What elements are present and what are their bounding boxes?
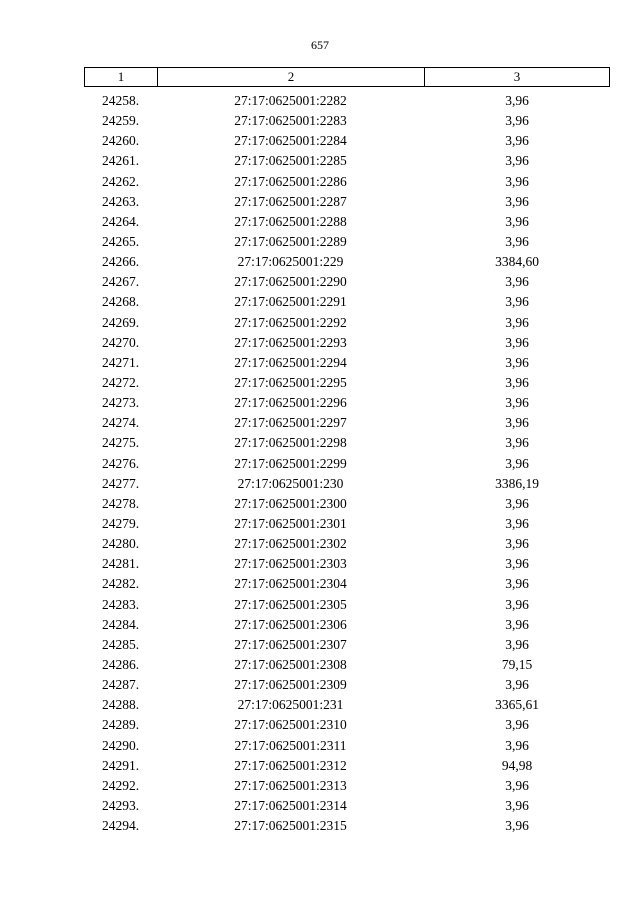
row-number: 24278. xyxy=(101,495,140,511)
table-row xyxy=(84,91,610,111)
row-number: 24284. xyxy=(101,616,140,632)
table-row xyxy=(84,151,610,171)
cadastral-number: 27:17:0625001:2309 xyxy=(234,677,347,693)
table-row xyxy=(84,131,610,151)
table-row xyxy=(84,695,610,715)
row-value: 3,96 xyxy=(505,113,529,129)
row-value: 3,96 xyxy=(505,374,529,390)
cadastral-number: 27:17:0625001:2287 xyxy=(234,193,347,209)
row-value: 3,96 xyxy=(505,556,529,572)
cadastral-number: 27:17:0625001:2293 xyxy=(234,334,347,350)
cadastral-number: 27:17:0625001:2296 xyxy=(234,395,347,411)
cadastral-number: 27:17:0625001:2283 xyxy=(234,113,347,129)
row-number: 24267. xyxy=(101,274,140,290)
cadastral-number: 27:17:0625001:2308 xyxy=(234,656,347,672)
cadastral-number: 27:17:0625001:2312 xyxy=(234,757,347,773)
row-value: 3,96 xyxy=(505,133,529,149)
cadastral-number: 27:17:0625001:2300 xyxy=(234,495,347,511)
row-value: 3,96 xyxy=(505,294,529,310)
row-number: 24291. xyxy=(101,757,140,773)
row-value: 3386,19 xyxy=(495,475,539,491)
row-number: 24294. xyxy=(101,818,140,834)
table-row xyxy=(84,615,610,635)
row-value: 3,96 xyxy=(505,93,529,108)
row-value: 3,96 xyxy=(505,233,529,249)
table-row xyxy=(84,494,610,514)
row-value: 79,15 xyxy=(501,656,533,672)
row-value: 3,96 xyxy=(505,153,529,169)
row-value: 3,96 xyxy=(505,536,529,552)
row-value: 3,96 xyxy=(505,314,529,330)
row-number: 24265. xyxy=(101,233,140,249)
cadastral-number: 27:17:0625001:2302 xyxy=(234,536,347,552)
row-number: 24281. xyxy=(101,556,140,572)
row-value: 3,96 xyxy=(505,616,529,632)
column-header-1: 1 xyxy=(85,68,158,86)
table-row xyxy=(84,595,610,615)
row-number: 24275. xyxy=(101,435,140,451)
cadastral-number: 27:17:0625001:2307 xyxy=(234,636,347,652)
table-row xyxy=(84,313,610,333)
cadastral-number: 27:17:0625001:2290 xyxy=(234,274,347,290)
table-row xyxy=(84,192,610,212)
row-value: 3,96 xyxy=(505,415,529,431)
table-body xyxy=(84,91,610,836)
cadastral-number: 27:17:0625001:2310 xyxy=(234,717,347,733)
row-value: 3,96 xyxy=(505,576,529,592)
row-number: 24285. xyxy=(101,636,140,652)
cadastral-number: 27:17:0625001:2314 xyxy=(234,797,347,813)
cadastral-number: 27:17:0625001:2297 xyxy=(234,415,347,431)
column-header-2: 2 xyxy=(158,68,425,86)
row-number: 24288. xyxy=(101,697,140,713)
row-value: 3,96 xyxy=(505,818,529,834)
row-value: 3,96 xyxy=(505,717,529,733)
row-value: 3,96 xyxy=(505,737,529,753)
cadastral-number: 27:17:0625001:2288 xyxy=(234,213,347,229)
table-row xyxy=(84,111,610,131)
cadastral-number: 27:17:0625001:231 xyxy=(237,697,344,713)
row-number: 24276. xyxy=(101,455,140,471)
cadastral-number: 27:17:0625001:2303 xyxy=(234,556,347,572)
table-row xyxy=(84,272,610,292)
cadastral-number: 27:17:0625001:2289 xyxy=(234,233,347,249)
table-row xyxy=(84,574,610,594)
cadastral-number: 27:17:0625001:2299 xyxy=(234,455,347,471)
row-value: 94,98 xyxy=(501,757,533,773)
cadastral-number: 27:17:0625001:2292 xyxy=(234,314,347,330)
row-number: 24261. xyxy=(101,153,140,169)
row-number: 24290. xyxy=(101,737,140,753)
row-value: 3,96 xyxy=(505,515,529,531)
cadastral-number: 27:17:0625001:230 xyxy=(237,475,344,491)
cadastral-number: 27:17:0625001:2284 xyxy=(234,133,347,149)
column-header-3: 3 xyxy=(513,69,521,84)
row-number: 24269. xyxy=(101,314,140,330)
table-row xyxy=(84,635,610,655)
row-number: 24271. xyxy=(101,354,140,370)
row-value: 3,96 xyxy=(505,213,529,229)
table-row xyxy=(84,534,610,554)
row-value: 3,96 xyxy=(505,455,529,471)
cadastral-number: 27:17:0625001:2301 xyxy=(234,515,347,531)
row-number: 24283. xyxy=(101,596,140,612)
cadastral-number: 27:17:0625001:2282 xyxy=(234,93,347,108)
row-number: 24287. xyxy=(101,677,140,693)
row-number: 24264. xyxy=(101,213,140,229)
row-value: 3,96 xyxy=(505,777,529,793)
table-row xyxy=(84,232,610,252)
row-value: 3,96 xyxy=(505,334,529,350)
table-row xyxy=(84,554,610,574)
table-row xyxy=(84,212,610,232)
row-value: 3,96 xyxy=(505,435,529,451)
table-row xyxy=(84,373,610,393)
row-number: 24292. xyxy=(101,777,140,793)
row-value: 3384,60 xyxy=(495,254,539,270)
table-row xyxy=(84,796,610,816)
table-row xyxy=(84,514,610,534)
row-number: 24286. xyxy=(101,656,140,672)
table-row xyxy=(84,333,610,353)
row-number: 24263. xyxy=(101,193,140,209)
table-row xyxy=(84,353,610,373)
cadastral-number: 27:17:0625001:2304 xyxy=(234,576,347,592)
table-row xyxy=(84,675,610,695)
row-number: 24273. xyxy=(101,395,140,411)
cadastral-number: 27:17:0625001:2294 xyxy=(234,354,347,370)
table-row xyxy=(84,292,610,312)
cadastral-number: 27:17:0625001:2295 xyxy=(234,374,347,390)
table-row xyxy=(84,172,610,192)
row-value: 3,96 xyxy=(505,274,529,290)
cadastral-number: 27:17:0625001:2291 xyxy=(234,294,347,310)
table-row xyxy=(84,393,610,413)
cadastral-number: 27:17:0625001:2286 xyxy=(234,173,347,189)
row-value: 3365,61 xyxy=(495,697,539,713)
table-row xyxy=(84,474,610,494)
row-number: 24260. xyxy=(101,133,140,149)
table-header xyxy=(84,67,610,87)
row-number: 24280. xyxy=(101,536,140,552)
row-value: 3,96 xyxy=(505,596,529,612)
row-number: 24279. xyxy=(101,515,140,531)
table-row xyxy=(84,252,610,272)
table-row xyxy=(84,736,610,756)
table-row xyxy=(84,454,610,474)
cadastral-number: 27:17:0625001:2311 xyxy=(234,737,347,753)
table-row xyxy=(84,756,610,776)
row-number: 24259. xyxy=(101,113,140,129)
cadastral-number: 27:17:0625001:2305 xyxy=(234,596,347,612)
row-value: 3,96 xyxy=(505,395,529,411)
row-number: 24268. xyxy=(101,294,140,310)
cadastral-number: 27:17:0625001:2285 xyxy=(234,153,347,169)
row-number: 24258. xyxy=(101,93,140,108)
row-number: 24277. xyxy=(101,475,140,491)
row-value: 3,96 xyxy=(505,173,529,189)
row-number: 24266. xyxy=(101,254,140,270)
row-number: 24272. xyxy=(101,374,140,390)
row-value: 3,96 xyxy=(505,636,529,652)
row-number: 24270. xyxy=(101,334,140,350)
row-number: 24282. xyxy=(101,576,140,592)
row-value: 3,96 xyxy=(505,797,529,813)
cadastral-number: 27:17:0625001:2298 xyxy=(234,435,347,451)
table-row xyxy=(84,776,610,796)
row-number: 24289. xyxy=(101,717,140,733)
cadastral-number: 27:17:0625001:2306 xyxy=(234,616,347,632)
cadastral-number: 27:17:0625001:229 xyxy=(237,254,344,270)
table-row xyxy=(84,715,610,735)
table-row xyxy=(84,413,610,433)
row-value: 3,96 xyxy=(505,677,529,693)
row-number: 24262. xyxy=(101,173,140,189)
row-number: 24274. xyxy=(101,415,140,431)
table-row xyxy=(84,655,610,675)
table-row xyxy=(84,816,610,836)
table-row xyxy=(84,433,610,453)
row-value: 3,96 xyxy=(505,193,529,209)
page-number: 657 xyxy=(311,38,329,52)
cadastral-number: 27:17:0625001:2315 xyxy=(234,818,347,834)
row-value: 3,96 xyxy=(505,354,529,370)
row-number: 24293. xyxy=(101,797,140,813)
row-value: 3,96 xyxy=(505,495,529,511)
cadastral-number: 27:17:0625001:2313 xyxy=(234,777,347,793)
